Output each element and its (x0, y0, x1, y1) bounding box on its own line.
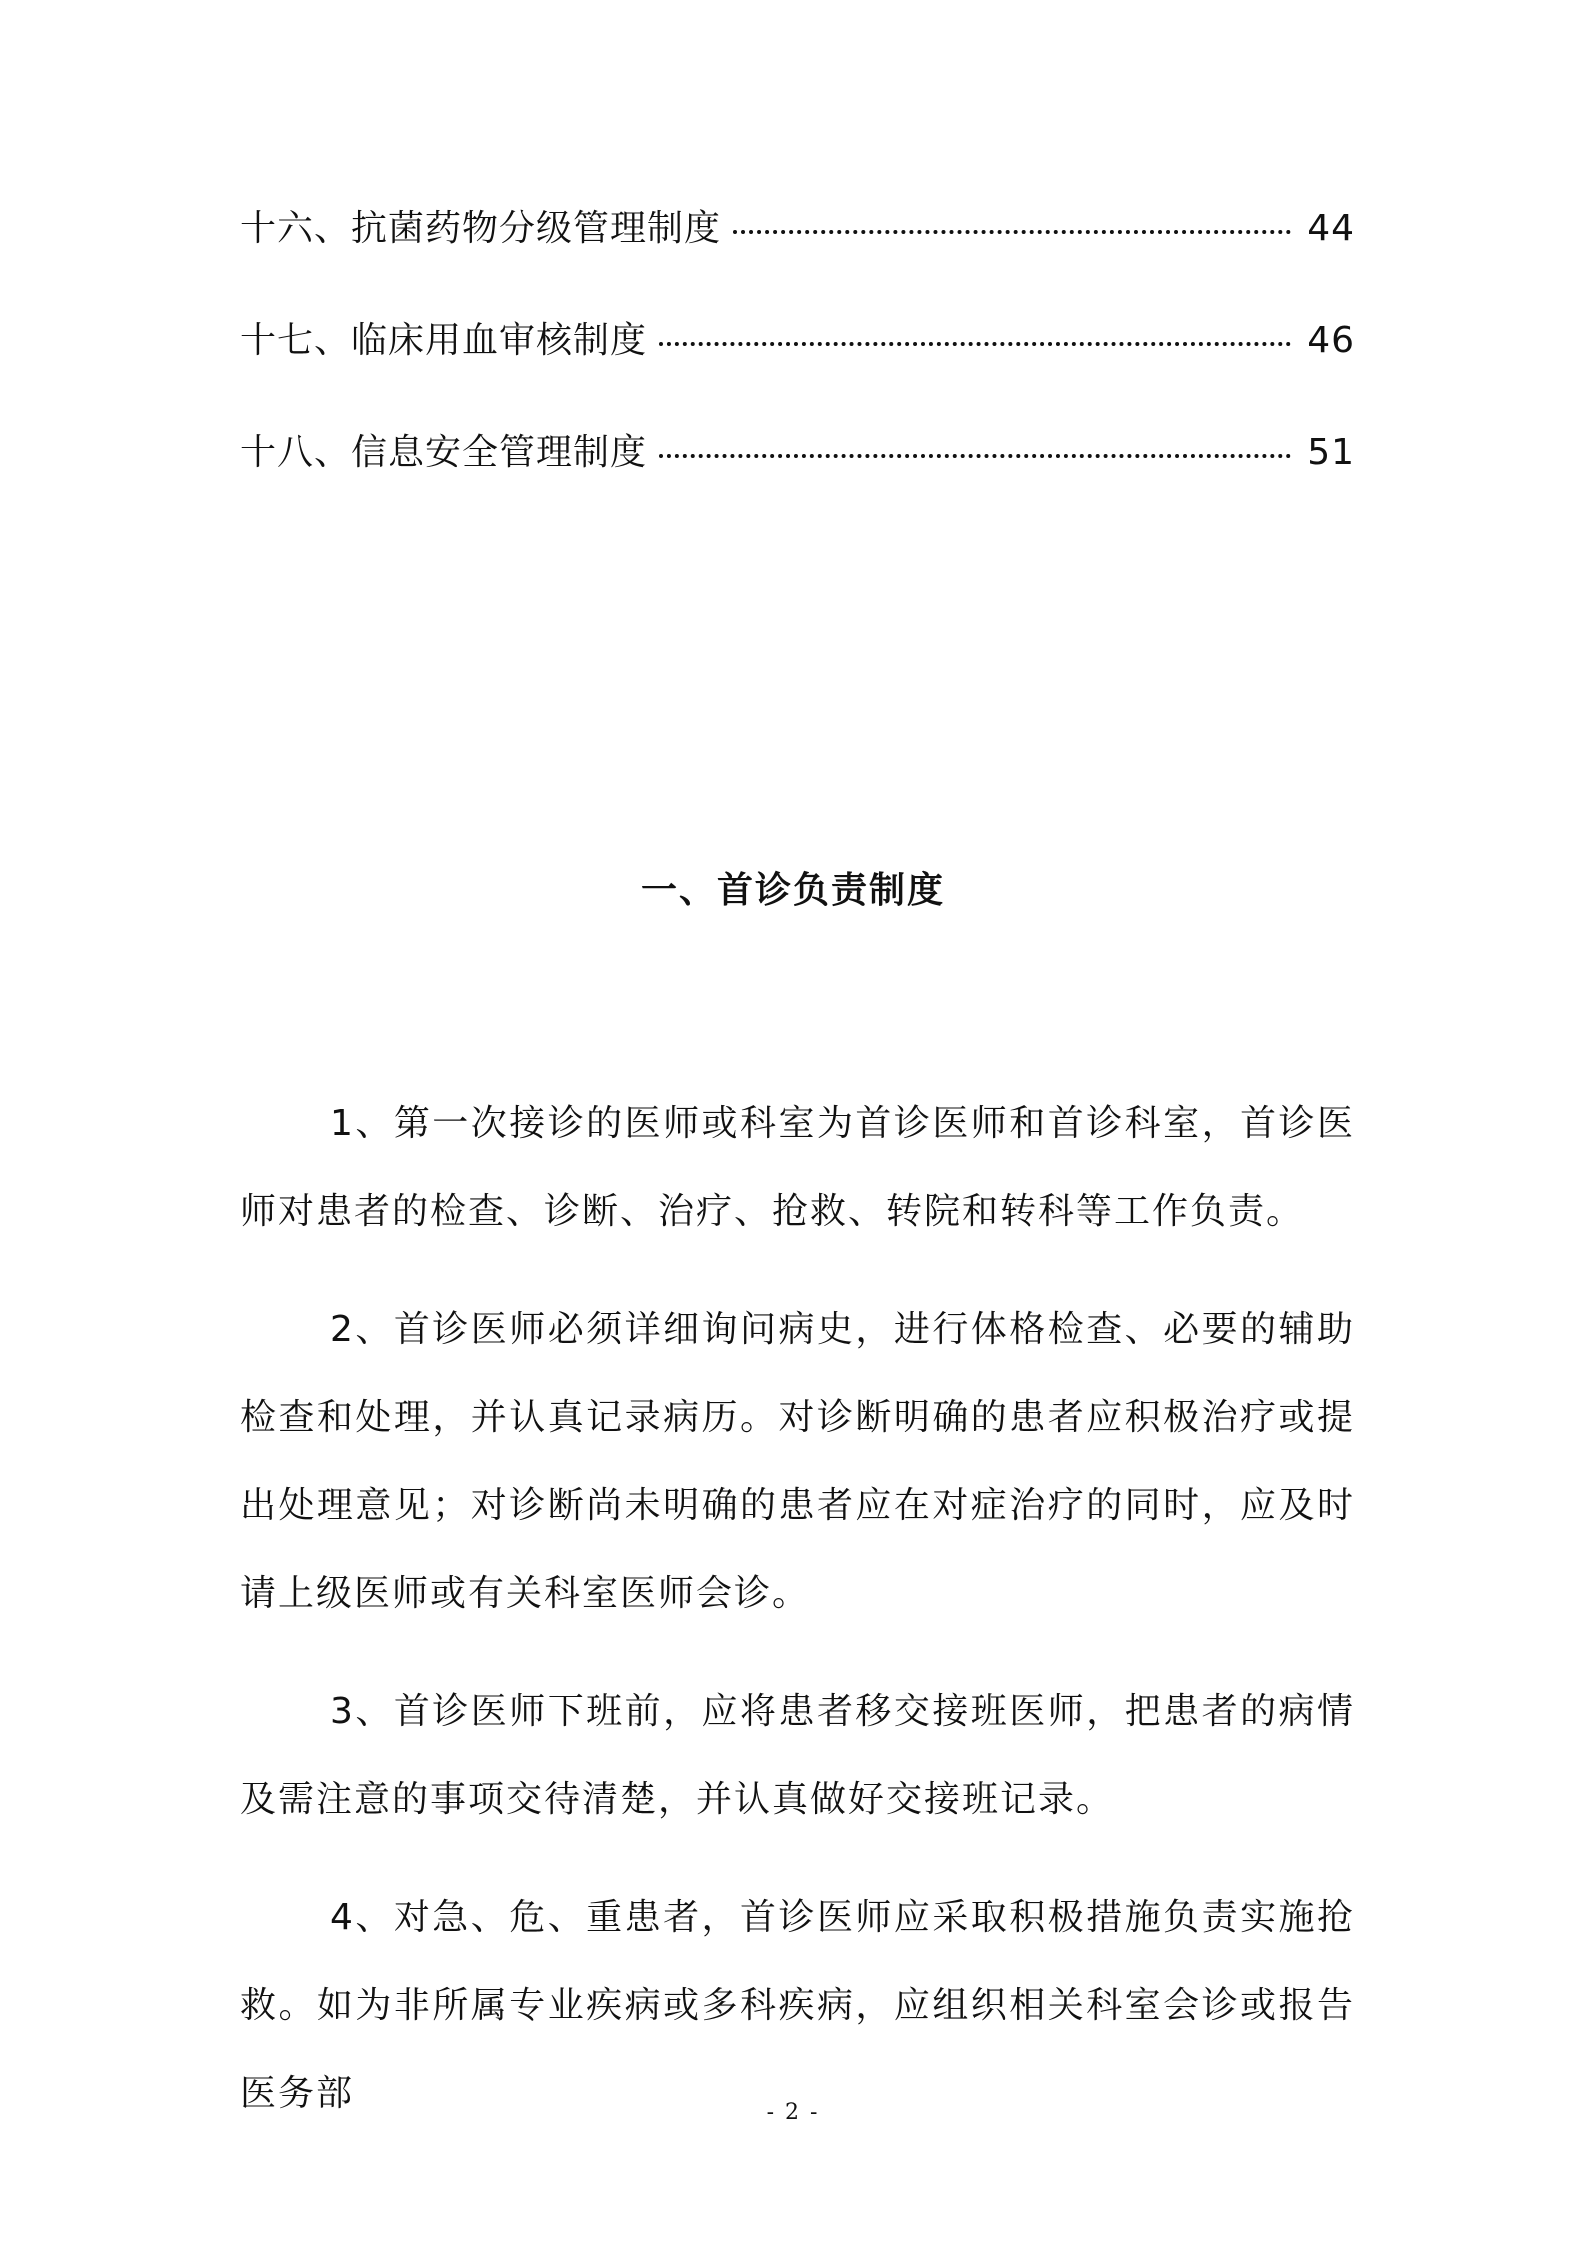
toc-dot-leader (659, 342, 1291, 346)
paragraph: 4、对急、危、重患者，首诊医师应采取积极措施负责实施抢救。如为非所属专业疾病或多科疾病，应组织相关科室会诊或报告医务部 (240, 1897, 1355, 2114)
toc-entry-page: 46 (1307, 320, 1355, 361)
toc-entry-page: 44 (1307, 208, 1355, 249)
toc-entry[interactable] (240, 312, 1355, 424)
document-body (240, 1080, 1355, 2168)
toc-dot-leader (659, 454, 1291, 458)
toc-entry-title: 十八、信息安全管理制度 (240, 432, 648, 473)
toc-entry[interactable] (240, 200, 1355, 312)
paragraph: 1、第一次接诊的医师或科室为首诊医师和首诊科室，首诊医师对患者的检查、诊断、治疗、抢救、转院和转科等工作负责。 (240, 1103, 1355, 1232)
toc-dot-leader (733, 230, 1291, 234)
section-heading: 一、首诊负责制度 (640, 870, 945, 911)
toc-entry-title: 十六、抗菌药物分级管理制度 (240, 208, 722, 249)
toc-entry[interactable] (240, 424, 1355, 536)
table-of-contents (240, 200, 1355, 536)
toc-entry-title: 十七、临床用血审核制度 (240, 320, 648, 361)
toc-entry-page: 51 (1307, 432, 1355, 473)
page-number: - 2 - (766, 2100, 820, 2125)
paragraph: 3、首诊医师下班前，应将患者移交接班医师，把患者的病情及需注意的事项交待清楚，并认真做好交接班记录。 (240, 1691, 1355, 1820)
paragraph: 2、首诊医师必须详细询问病史，进行体格检查、必要的辅助检查和处理，并认真记录病历。对诊断明确的患者应积极治疗或提出处理意见；对诊断尚未明确的患者应在对症治疗的同时，应及时请上级医师或有关科室医师会诊。 (240, 1309, 1355, 1614)
